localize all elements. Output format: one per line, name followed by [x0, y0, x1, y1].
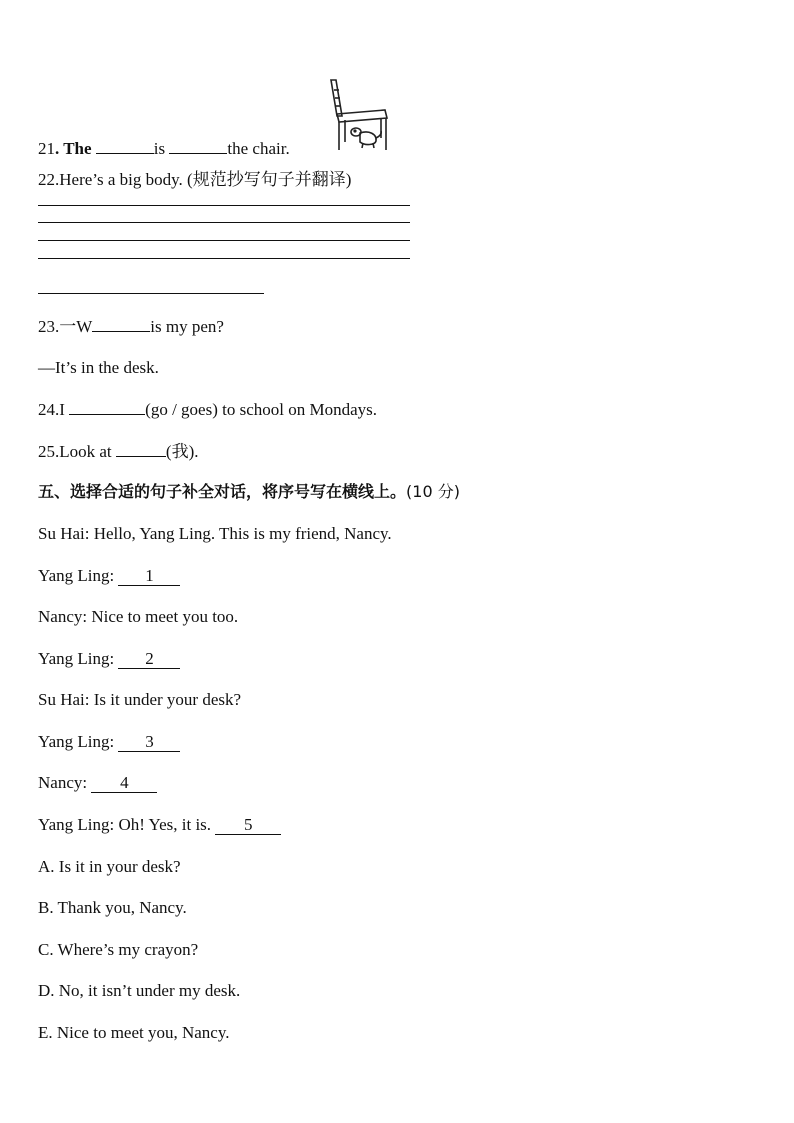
- dialogue-speaker: Yang Ling:: [38, 566, 119, 585]
- question-22: 22.Here’s a big body. (规范抄写句子并翻译): [38, 170, 352, 189]
- dialogue-blank-1[interactable]: 1: [118, 567, 180, 586]
- dialogue-line-7: [38, 773, 157, 793]
- option-c: C. Where’s my crayon?: [38, 940, 199, 959]
- q21-blank-2[interactable]: [169, 138, 227, 154]
- q23-blank[interactable]: [92, 316, 150, 332]
- dialogue-line-6: [38, 732, 180, 752]
- copy-line-1[interactable]: [38, 205, 410, 206]
- q23-answer-line: —It’s in the desk.: [38, 358, 159, 377]
- option-d: D. No, it isn’t under my desk.: [38, 981, 241, 1000]
- q25-suffix: (我).: [165, 442, 199, 461]
- q21-blank-1[interactable]: [96, 138, 154, 154]
- q24-prefix: 24.I: [38, 400, 70, 419]
- option-e: E. Nice to meet you, Nancy.: [38, 1023, 230, 1042]
- dialogue-blank-5[interactable]: 5: [215, 816, 281, 835]
- dialogue-blank-2[interactable]: 2: [118, 650, 180, 669]
- option-b: B. Thank you, Nancy.: [38, 898, 187, 917]
- section-5-points: (10 分): [406, 482, 460, 501]
- dialogue-line-2: [38, 566, 180, 586]
- dialogue-line-3: Nancy: Nice to meet you too.: [38, 607, 239, 626]
- option-a: A. Is it in your desk?: [38, 857, 181, 876]
- copy-line-2[interactable]: [38, 222, 410, 223]
- section-5-heading: [38, 482, 460, 502]
- dialogue-blank-3[interactable]: 3: [118, 733, 180, 752]
- q21-part2: is: [153, 139, 170, 158]
- translation-line[interactable]: [38, 293, 264, 294]
- question-24: [38, 399, 377, 420]
- copy-line-4[interactable]: [38, 258, 410, 259]
- dialogue-speaker: Yang Ling:: [38, 649, 119, 668]
- dialogue-speaker: Yang Ling:: [38, 732, 119, 751]
- q23-suffix: is my pen?: [150, 317, 224, 336]
- chair-with-dog-icon: [325, 78, 391, 154]
- q25-prefix: 25.Look at: [38, 442, 116, 461]
- copy-line-3[interactable]: [38, 240, 410, 241]
- dialogue-line-5: Su Hai: Is it under your desk?: [38, 690, 242, 709]
- section-5-title: 五、选择合适的句子补全对话，将序号写在横线上。: [38, 482, 407, 501]
- dialogue-line-1: Su Hai: Hello, Yang Ling. This is my friend, Nancy.: [38, 524, 392, 543]
- q21-part3: the chair.: [227, 139, 290, 158]
- dialogue-line-4: [38, 649, 180, 669]
- dialogue-line-8: [38, 815, 281, 835]
- q25-blank[interactable]: [116, 441, 166, 457]
- dialogue-speaker: Nancy:: [38, 773, 92, 792]
- question-21: [38, 138, 290, 159]
- question-25: [38, 441, 198, 462]
- q24-suffix: (go / goes) to school on Mondays.: [145, 400, 378, 419]
- dialogue-speaker: Yang Ling: Oh! Yes, it is.: [38, 815, 216, 834]
- q21-number: 21: [38, 139, 55, 158]
- question-23: [38, 316, 224, 337]
- q24-blank[interactable]: [69, 399, 145, 415]
- q23-prefix: 23.一W: [38, 317, 93, 336]
- dialogue-blank-4[interactable]: 4: [91, 774, 157, 793]
- q21-part1: . The: [55, 139, 96, 158]
